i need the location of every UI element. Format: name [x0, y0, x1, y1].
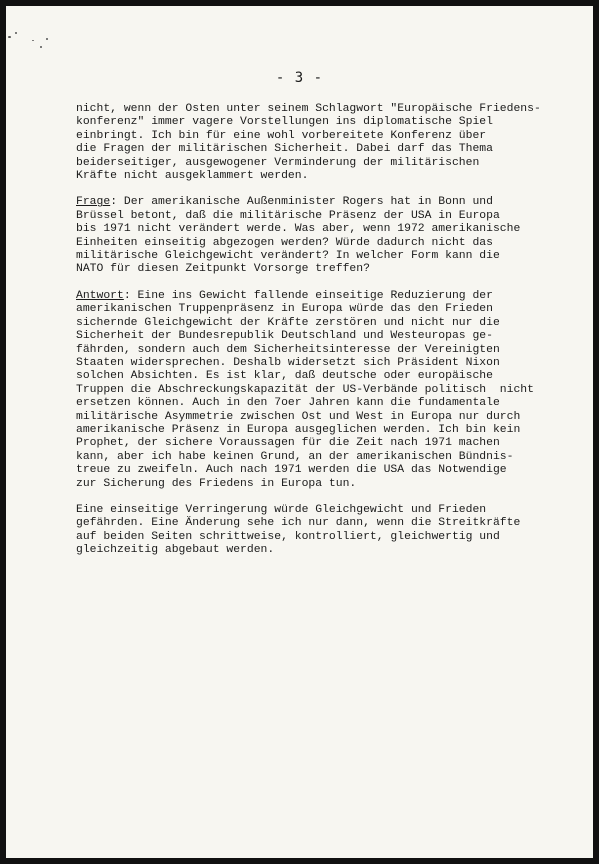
text-line: Truppen die Abschreckungskapazität der US-Verbände politisch nicht	[76, 383, 534, 396]
text-line: Staaten widersprechen. Deshalb widersetzt sich Präsident Nixon	[76, 356, 500, 369]
question-label: Frage	[76, 196, 111, 209]
answer-label: Antwort	[76, 289, 124, 302]
text-line: amerikanische Präsenz in Europa ausgeglichen werden. Ich bin kein	[76, 423, 521, 436]
text-line: gleichzeitig abgebaut werden.	[76, 544, 275, 557]
text-line	[76, 196, 546, 209]
paper-speck	[8, 36, 11, 38]
text-line: Brüssel betont, daß die militärische Präsenz der USA in Europa	[76, 209, 500, 222]
paper-speck	[15, 32, 17, 34]
text-line: die Fragen der militärischen Sicherheit. Dabei darf das Thema	[76, 143, 493, 156]
text-line: kann, aber ich habe keinen Grund, an der amerikanischen Bündnis-	[76, 450, 514, 463]
text-line: Einheiten einseitig abgezogen werden? Würde dadurch nicht das	[76, 236, 493, 249]
paper-speck	[46, 38, 48, 40]
paragraph-conclusion	[76, 504, 546, 558]
paragraph-intro	[76, 103, 546, 183]
question-first-line: : Der amerikanische Außenminister Rogers hat in Bonn und	[110, 196, 493, 209]
text-line: auf beiden Seiten schrittweise, kontrolliert, gleichwertig und	[76, 530, 500, 543]
text-line: gefährden. Eine Änderung sehe ich nur dann, wenn die Streitkräfte	[76, 517, 521, 530]
text-line: solchen Absichten. Es ist klar, daß deutsche oder europäische	[76, 370, 493, 383]
text-line: Eine einseitige Verringerung würde Gleichgewicht und Frieden	[76, 503, 487, 516]
paragraph-answer	[76, 290, 546, 491]
text-line: fährden, sondern auch dem Sicherheitsinteresse der Vereinigten	[76, 343, 500, 356]
text-line: NATO für diesen Zeitpunkt Vorsorge treffen?	[76, 263, 370, 276]
text-line: einbringt. Ich bin für eine wohl vorbereitete Konferenz über	[76, 129, 487, 142]
document-body	[76, 103, 546, 571]
text-line: Kräfte nicht ausgeklammert werden.	[76, 170, 309, 183]
paragraph-question	[76, 196, 546, 276]
text-line: bis 1971 nicht verändert werde. Was aber, wenn 1972 amerikanische	[76, 223, 521, 236]
text-line: nicht, wenn der Osten unter seinem Schlagwort "Europäische Friedens-	[76, 103, 541, 115]
text-line	[76, 290, 546, 303]
text-line: militärische Gleichgewicht verändert? In welcher Form kann die	[76, 250, 500, 263]
text-line: amerikanischen Truppenpräsenz in Europa würde das den Frieden	[76, 303, 493, 316]
text-line: zur Sicherung des Friedens in Europa tun.	[76, 477, 357, 490]
text-line: Prophet, der sichere Voraussagen für die Zeit nach 1971 machen	[76, 437, 500, 450]
text-line: militärische Asymmetrie zwischen Ost und West in Europa nur durch	[76, 410, 521, 423]
text-line: sichernde Gleichgewicht der Kräfte zerstören und nicht nur die	[76, 316, 500, 329]
paper-speck	[40, 46, 42, 48]
answer-first-line: : Eine ins Gewicht fallende einseitige Reduzierung der	[123, 289, 493, 302]
text-line: Sicherheit der Bundesrepublik Deutschland und Westeuropas ge-	[76, 330, 493, 343]
text-line: treue zu zweifeln. Auch nach 1971 werden die USA das Notwendige	[76, 464, 507, 477]
paper-speck	[32, 40, 34, 41]
document-page	[6, 6, 593, 858]
text-line: beiderseitiger, ausgewogener Verminderung der militärischen	[76, 156, 480, 169]
text-line: konferenz" immer vagere Vorstellungen ins diplomatische Spiel	[76, 116, 493, 129]
text-line: ersetzen können. Auch in den 7oer Jahren kann die fundamentale	[76, 397, 500, 410]
page-number: - 3 -	[275, 70, 324, 86]
